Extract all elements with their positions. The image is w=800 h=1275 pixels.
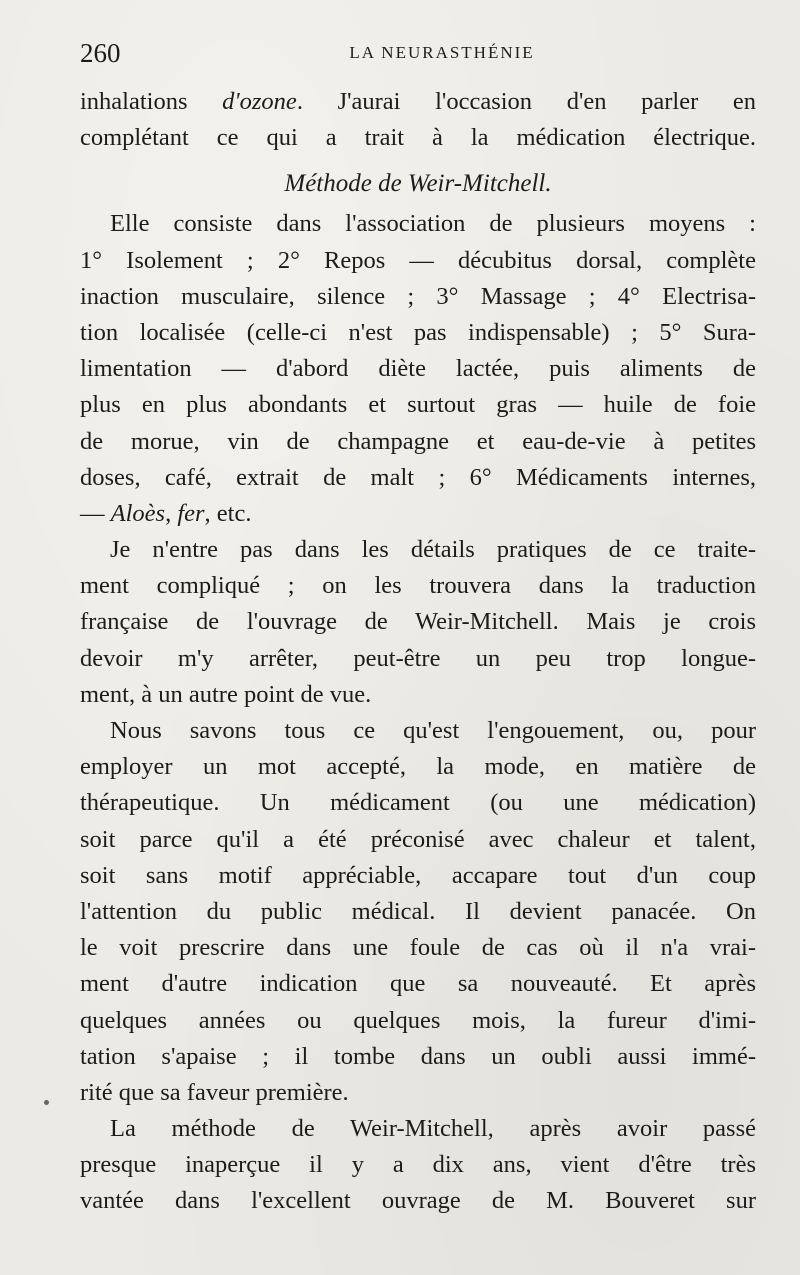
text-line: quelques années ou quelques mois, la fureur d'imi- xyxy=(80,1006,756,1034)
text-line: thérapeutique. Un médicament (ou une médication) xyxy=(80,789,756,817)
text-line: tion localisée (celle-ci n'est pas indispensable) ; 5° Sura- xyxy=(80,318,756,346)
text-line: soit sans motif appréciable, accapare tout d'un coup xyxy=(80,861,756,889)
text-line: plus en plus abondants et surtout gras — huile de foie xyxy=(80,391,756,419)
text-line: inhalations d'ozone. J'aurai l'occasion d'en parler en xyxy=(80,88,756,115)
text-line: complétant ce qui a trait à la médication électrique. xyxy=(80,124,756,152)
margin-dot-mark xyxy=(44,1100,49,1105)
text-line: le voit prescrire dans une foule de cas où il n'a vrai- xyxy=(80,934,756,962)
text-line: soit parce qu'il a été préconisé avec chaleur et talent, xyxy=(80,825,756,853)
italic-term: fer xyxy=(177,499,205,527)
text-line: devoir m'y arrêter, peut-être un peu trop longue- xyxy=(80,644,756,672)
section-heading: Méthode de Weir-Mitchell. xyxy=(284,170,552,198)
text-line: Elle consiste dans l'association de plusieurs moyens : xyxy=(110,210,756,238)
text-line: — Aloès, fer, etc. xyxy=(80,499,252,527)
text-line: 1° Isolement ; 2° Repos — décubitus dorsal, complète xyxy=(80,246,756,274)
text-line: employer un mot accepté, la mode, en matière de xyxy=(80,753,756,781)
text-line: tation s'apaise ; il tombe dans un oubli aussi immé- xyxy=(80,1042,756,1070)
page-header xyxy=(80,36,760,70)
text-line: française de l'ouvrage de Weir-Mitchell. Mais je crois xyxy=(80,608,756,636)
text-line: de morue, vin de champagne et eau-de-vie à petites xyxy=(80,427,756,455)
text-line: ment d'autre indication que sa nouveauté. Et après xyxy=(80,970,756,998)
text-line: rité que sa faveur première. xyxy=(80,1078,349,1106)
page-number: 260 xyxy=(80,38,121,68)
text-line: limentation — d'abord diète lactée, puis aliments de xyxy=(80,355,756,383)
italic-term: Aloès xyxy=(110,499,166,527)
text-line: vantée dans l'excellent ouvrage de M. Bouveret sur xyxy=(80,1187,756,1215)
text-line: Nous savons tous ce qu'est l'engouement, ou, pour xyxy=(110,717,756,744)
italic-term: d'ozone xyxy=(222,88,297,115)
text-line: doses, café, extrait de malt ; 6° Médicaments internes, xyxy=(80,463,756,491)
text-line: ment compliqué ; on les trouvera dans la traduction xyxy=(80,572,756,600)
body-text xyxy=(80,84,756,1220)
text-line: l'attention du public médical. Il devient panacée. On xyxy=(80,897,756,925)
running-title: LA NEURASTHÉNIE xyxy=(349,43,535,62)
text-line: inaction musculaire, silence ; 3° Massage ; 4° Electrisa- xyxy=(80,282,756,310)
text-line: presque inaperçue il y a dix ans, vient d'être très xyxy=(80,1151,756,1179)
text-line: La méthode de Weir-Mitchell, après avoir passé xyxy=(110,1115,756,1143)
text-line: Je n'entre pas dans les détails pratiques de ce traite- xyxy=(110,536,756,564)
text-line: ment, à un autre point de vue. xyxy=(80,680,372,708)
